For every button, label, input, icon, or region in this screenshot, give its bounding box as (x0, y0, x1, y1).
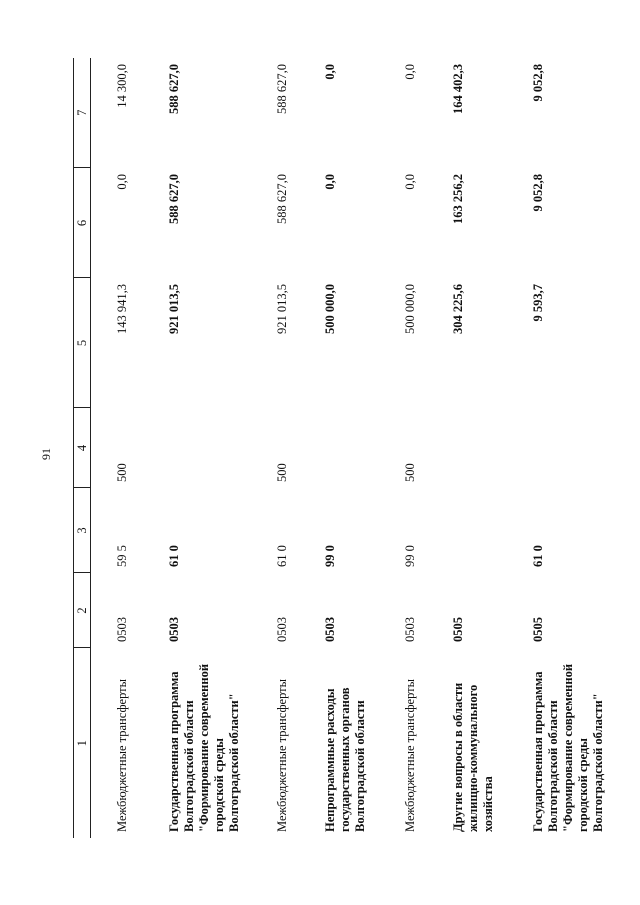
budget-table (73, 58, 617, 838)
expense-type: 500 (115, 463, 129, 482)
budget-table-container (73, 58, 605, 838)
section-code: 0503 (323, 617, 337, 642)
section-code: 0505 (451, 617, 465, 642)
amount-col6: 0,0 (323, 174, 337, 190)
amount-col7: 588 627,0 (167, 64, 181, 114)
table-row (91, 58, 158, 838)
column-header: 1 (74, 648, 91, 838)
amount-col6: 9 052,8 (531, 174, 545, 212)
column-header: 4 (74, 408, 91, 488)
amount-col7: 0,0 (403, 64, 417, 80)
amount-col5: 921 013,5 (275, 284, 289, 334)
amount-col7: 0,0 (323, 64, 337, 80)
amount-col6: 588 627,0 (275, 174, 289, 224)
expense-type (441, 408, 521, 488)
amount-col7: 9 052,8 (531, 64, 545, 102)
expense-type: 500 (403, 463, 417, 482)
amount-col5: 921 013,5 (167, 284, 181, 334)
row-name: Государственная программа Волгоградской области "Формирование современной городской среды Волгоградской области" (167, 663, 241, 832)
expense-type (521, 408, 617, 488)
row-name: Межбюджетные трансферты (115, 678, 129, 832)
section-code: 0503 (115, 617, 129, 642)
amount-col7: 588 627,0 (275, 64, 289, 114)
section-code: 0505 (531, 617, 545, 642)
target-code: 61 0 (275, 545, 289, 567)
amount-col5: 500 000,0 (403, 284, 417, 334)
amount-col5: 143 941,3 (115, 284, 129, 334)
page-number: 91 (39, 448, 53, 460)
section-code: 0503 (167, 617, 181, 642)
section-code: 0503 (275, 617, 289, 642)
target-code: 61 0 (167, 545, 181, 567)
amount-col6: 0,0 (403, 174, 417, 190)
target-code: 59 5 (115, 545, 129, 567)
expense-type (157, 408, 265, 488)
amount-col7: 14 300,0 (115, 64, 129, 108)
table-row (393, 58, 441, 838)
target-code: 61 0 (531, 545, 545, 567)
amount-col6: 163 256,2 (451, 174, 465, 224)
row-name: Непрограммные расходы государственных органов Волгоградской области (323, 687, 367, 832)
amount-col6: 0,0 (115, 174, 129, 190)
amount-col5: 304 225,6 (451, 284, 465, 334)
target-code: 99 0 (403, 545, 417, 567)
table-row (157, 58, 265, 838)
target-code (441, 488, 521, 573)
expense-type: 500 (275, 463, 289, 482)
table-row (521, 58, 617, 838)
row-name: Межбюджетные трансферты (403, 678, 417, 832)
column-header: 5 (74, 278, 91, 408)
amount-col5: 9 593,7 (531, 284, 545, 322)
column-header: 7 (74, 58, 91, 168)
section-code: 0503 (403, 617, 417, 642)
target-code: 99 0 (323, 545, 337, 567)
column-header: 6 (74, 168, 91, 278)
table-header-row (74, 58, 91, 838)
table-row (265, 58, 313, 838)
table-row (313, 58, 393, 838)
row-name: Государственная программа Волгоградской области "Формирование современной городской среды Волгоградской области" (531, 663, 605, 832)
expense-type (313, 408, 393, 488)
amount-col6: 588 627,0 (167, 174, 181, 224)
column-header: 2 (74, 573, 91, 648)
amount-col5: 500 000,0 (323, 284, 337, 334)
row-name: Межбюджетные трансферты (275, 678, 289, 832)
amount-col7: 164 402,3 (451, 64, 465, 114)
row-name: Другие вопросы в области жилищно-коммунального хозяйства (451, 682, 495, 832)
column-header: 3 (74, 488, 91, 573)
table-row (441, 58, 521, 838)
